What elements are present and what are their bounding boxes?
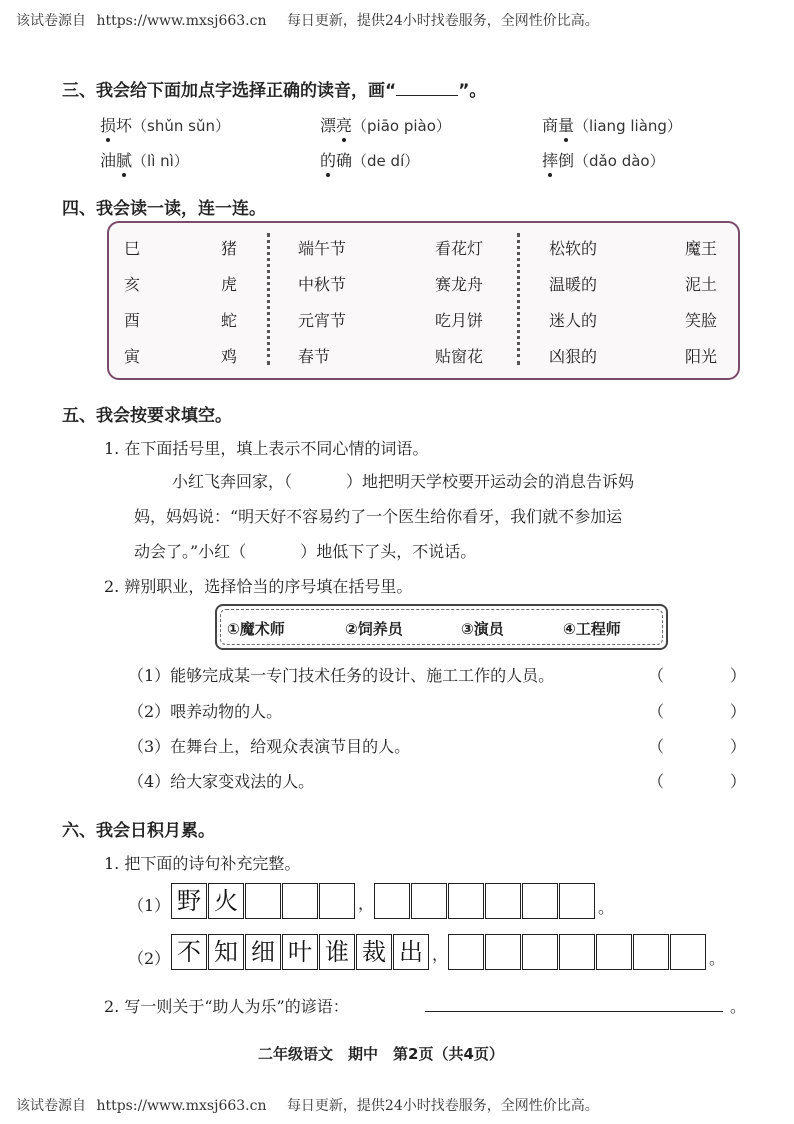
- answer-paren-close[interactable]: ）: [730, 772, 747, 791]
- match-word[interactable]: 魔王: [685, 239, 718, 258]
- match-word[interactable]: 虎: [221, 275, 238, 294]
- job-question: （3）在舞台上，给观众表演节目的人。: [128, 737, 411, 756]
- poem-blank-cell[interactable]: [670, 934, 706, 970]
- answer-paren-open[interactable]: （: [648, 702, 665, 721]
- job-option-4: ④工程师: [563, 620, 621, 638]
- poem-blank-cell[interactable]: [559, 934, 595, 970]
- q1-line3-part1: 动会了。”小红（: [134, 542, 247, 561]
- match-word[interactable]: 阳光: [685, 347, 718, 366]
- match-word[interactable]: 亥: [124, 275, 141, 294]
- pinyin-item: [320, 148, 419, 171]
- q1-line1-part2: ）地把明天学校要开运动会的消息告诉妈: [346, 472, 635, 491]
- word-part: 油: [100, 151, 117, 170]
- match-word[interactable]: 端午节: [298, 239, 347, 258]
- bottom-banner: [16, 1095, 599, 1115]
- poem-character: 出: [393, 934, 429, 970]
- word-part: 确: [336, 151, 353, 170]
- poem-blank-cell[interactable]: [448, 934, 484, 970]
- match-word[interactable]: 泥土: [685, 275, 718, 294]
- poem-blank-cell[interactable]: [522, 883, 558, 919]
- section3-title: [62, 76, 486, 101]
- section3-title-text: 三、我会给下面加点字选择正确的读音，画“: [62, 81, 397, 101]
- answer-paren-open[interactable]: （: [648, 666, 665, 685]
- section5-q1-line1: [172, 469, 634, 492]
- match-word[interactable]: 春节: [298, 347, 331, 366]
- poem1-label: （1）: [128, 896, 171, 915]
- pinyin-options[interactable]: （piāo piào）: [352, 117, 451, 135]
- matching-box: [107, 221, 740, 380]
- q1-line3-part2: ）地低下了头，不说话。: [300, 542, 477, 561]
- poem-blank-cell[interactable]: [559, 883, 595, 919]
- banner-source-label: 该试卷源自: [16, 1098, 86, 1114]
- answer-underline-sample: [396, 81, 458, 96]
- poem-character: 不: [171, 934, 207, 970]
- word-part: 倒: [558, 151, 575, 170]
- match-word[interactable]: 凶狠的: [549, 347, 598, 366]
- match-word[interactable]: 温暖的: [549, 275, 598, 294]
- banner-slogan: 每日更新，提供24小时找卷服务，全网性价比高。: [286, 1098, 599, 1114]
- dotted-divider: [517, 233, 520, 365]
- match-word[interactable]: 迷人的: [549, 311, 598, 330]
- section6-q2-title: 2. 写一则关于“助人为乐”的谚语：: [104, 997, 349, 1016]
- poem-blank-cell[interactable]: [596, 934, 632, 970]
- match-word[interactable]: 元宵节: [298, 311, 347, 330]
- match-word[interactable]: 贴窗花: [435, 347, 484, 366]
- poem-period: 。: [709, 949, 726, 968]
- section5-q1-line2: 妈，妈妈说：“明天好不容易约了一个医生给你看牙，我们就不参加运: [134, 507, 623, 526]
- page-footer: 二年级语文 期中 第2页（共4页）: [258, 1045, 504, 1063]
- poem-blank-cell[interactable]: [411, 883, 447, 919]
- dotted-character: 亮: [336, 113, 352, 136]
- word-part: 商: [542, 116, 559, 135]
- pinyin-item: [320, 113, 451, 136]
- match-word[interactable]: 松软的: [549, 239, 598, 258]
- pinyin-options[interactable]: （de dí）: [352, 152, 420, 170]
- banner-url[interactable]: https://www.mxsj663.cn: [96, 13, 267, 29]
- dotted-character: 的: [320, 148, 336, 171]
- poem-blank-cell[interactable]: [485, 934, 521, 970]
- pinyin-options[interactable]: （shǔn sǔn）: [132, 117, 230, 135]
- banner-slogan: 每日更新，提供24小时找卷服务，全网性价比高。: [286, 13, 599, 29]
- match-word[interactable]: 蛇: [221, 311, 238, 330]
- poem-comma: ，: [432, 945, 449, 964]
- pinyin-item: [100, 113, 230, 136]
- match-word[interactable]: 中秋节: [298, 275, 347, 294]
- poem-blank-cell[interactable]: [485, 883, 521, 919]
- job-question: （1）能够完成某一专门技术任务的设计、施工工作的人员。: [128, 666, 555, 685]
- poem-character: 细: [245, 934, 281, 970]
- poem-character: 火: [208, 883, 244, 919]
- poem-blank-cell[interactable]: [448, 883, 484, 919]
- section5-q1-title: 1. 在下面括号里，填上表示不同心情的词语。: [104, 439, 429, 458]
- poem-character: 裁: [356, 934, 392, 970]
- section4-title: 四、我会读一读，连一连。: [62, 199, 266, 219]
- answer-paren-open[interactable]: （: [648, 772, 665, 791]
- q1-line1-part1: 小红飞奔回家，（: [172, 472, 293, 491]
- pinyin-options[interactable]: （dǎo dào）: [574, 152, 665, 170]
- section5-q1-line3: [134, 539, 476, 562]
- poem-period: 。: [598, 898, 615, 917]
- pinyin-options[interactable]: （liang liàng）: [574, 117, 682, 135]
- section5-q2-title: 2. 辨别职业，选择恰当的序号填在括号里。: [104, 577, 413, 596]
- match-word[interactable]: 寅: [124, 347, 141, 366]
- pinyin-item: [100, 148, 189, 171]
- proverb-period: 。: [730, 997, 747, 1016]
- answer-paren-close[interactable]: ）: [730, 702, 747, 721]
- dotted-character: 摔: [542, 148, 558, 171]
- poem-blank-cell[interactable]: [319, 883, 355, 919]
- poem-blank-cell[interactable]: [633, 934, 669, 970]
- match-word[interactable]: 笑脸: [685, 311, 718, 330]
- poem-character: 野: [171, 883, 207, 919]
- section6-title: 六、我会日积月累。: [62, 821, 215, 841]
- job-options-box: [215, 604, 668, 650]
- match-word[interactable]: 巳: [124, 239, 141, 258]
- pinyin-options[interactable]: （lì nì）: [132, 152, 189, 170]
- poem-blank-cell[interactable]: [282, 883, 318, 919]
- job-question: （4）给大家变戏法的人。: [128, 772, 315, 791]
- poem-character: 叶: [282, 934, 318, 970]
- match-word[interactable]: 吃月饼: [435, 311, 484, 330]
- answer-paren-close[interactable]: ）: [730, 737, 747, 756]
- pinyin-item: [542, 113, 682, 136]
- dotted-character: 量: [558, 113, 574, 136]
- job-option-2: ②饲养员: [345, 620, 403, 638]
- poem-character: 知: [208, 934, 244, 970]
- banner-source-label: 该试卷源自: [16, 13, 86, 29]
- pinyin-item: [542, 148, 665, 171]
- poem-character: 谁: [319, 934, 355, 970]
- poem-blank-cell[interactable]: [245, 883, 281, 919]
- section5-title: 五、我会按要求填空。: [62, 406, 232, 426]
- dotted-character: 损: [100, 113, 116, 136]
- match-word[interactable]: 酉: [124, 311, 141, 330]
- match-word[interactable]: 看花灯: [435, 239, 484, 258]
- poem-blank-cell[interactable]: [374, 883, 410, 919]
- section6-q1-title: 1. 把下面的诗句补充完整。: [104, 854, 301, 873]
- word-part: 漂: [320, 116, 337, 135]
- match-word[interactable]: 赛龙舟: [435, 275, 484, 294]
- section3-title-end: ”。: [458, 81, 487, 101]
- job-option-3: ③演员: [461, 620, 504, 638]
- job-option-1: ①魔术师: [227, 620, 285, 638]
- proverb-answer-line[interactable]: [425, 1011, 723, 1012]
- banner-url[interactable]: https://www.mxsj663.cn: [96, 1098, 267, 1114]
- poem-blank-cell[interactable]: [522, 934, 558, 970]
- dotted-character: 腻: [116, 148, 132, 171]
- match-word[interactable]: 猪: [221, 239, 238, 258]
- poem-comma: ，: [358, 894, 375, 913]
- job-question: （2）喂养动物的人。: [128, 702, 283, 721]
- word-part: 坏: [116, 116, 133, 135]
- poem2-label: （2）: [128, 949, 171, 968]
- answer-paren-close[interactable]: ）: [730, 666, 747, 685]
- match-word[interactable]: 鸡: [221, 347, 238, 366]
- answer-paren-open[interactable]: （: [648, 737, 665, 756]
- top-banner: [16, 10, 599, 30]
- dotted-divider: [267, 233, 270, 365]
